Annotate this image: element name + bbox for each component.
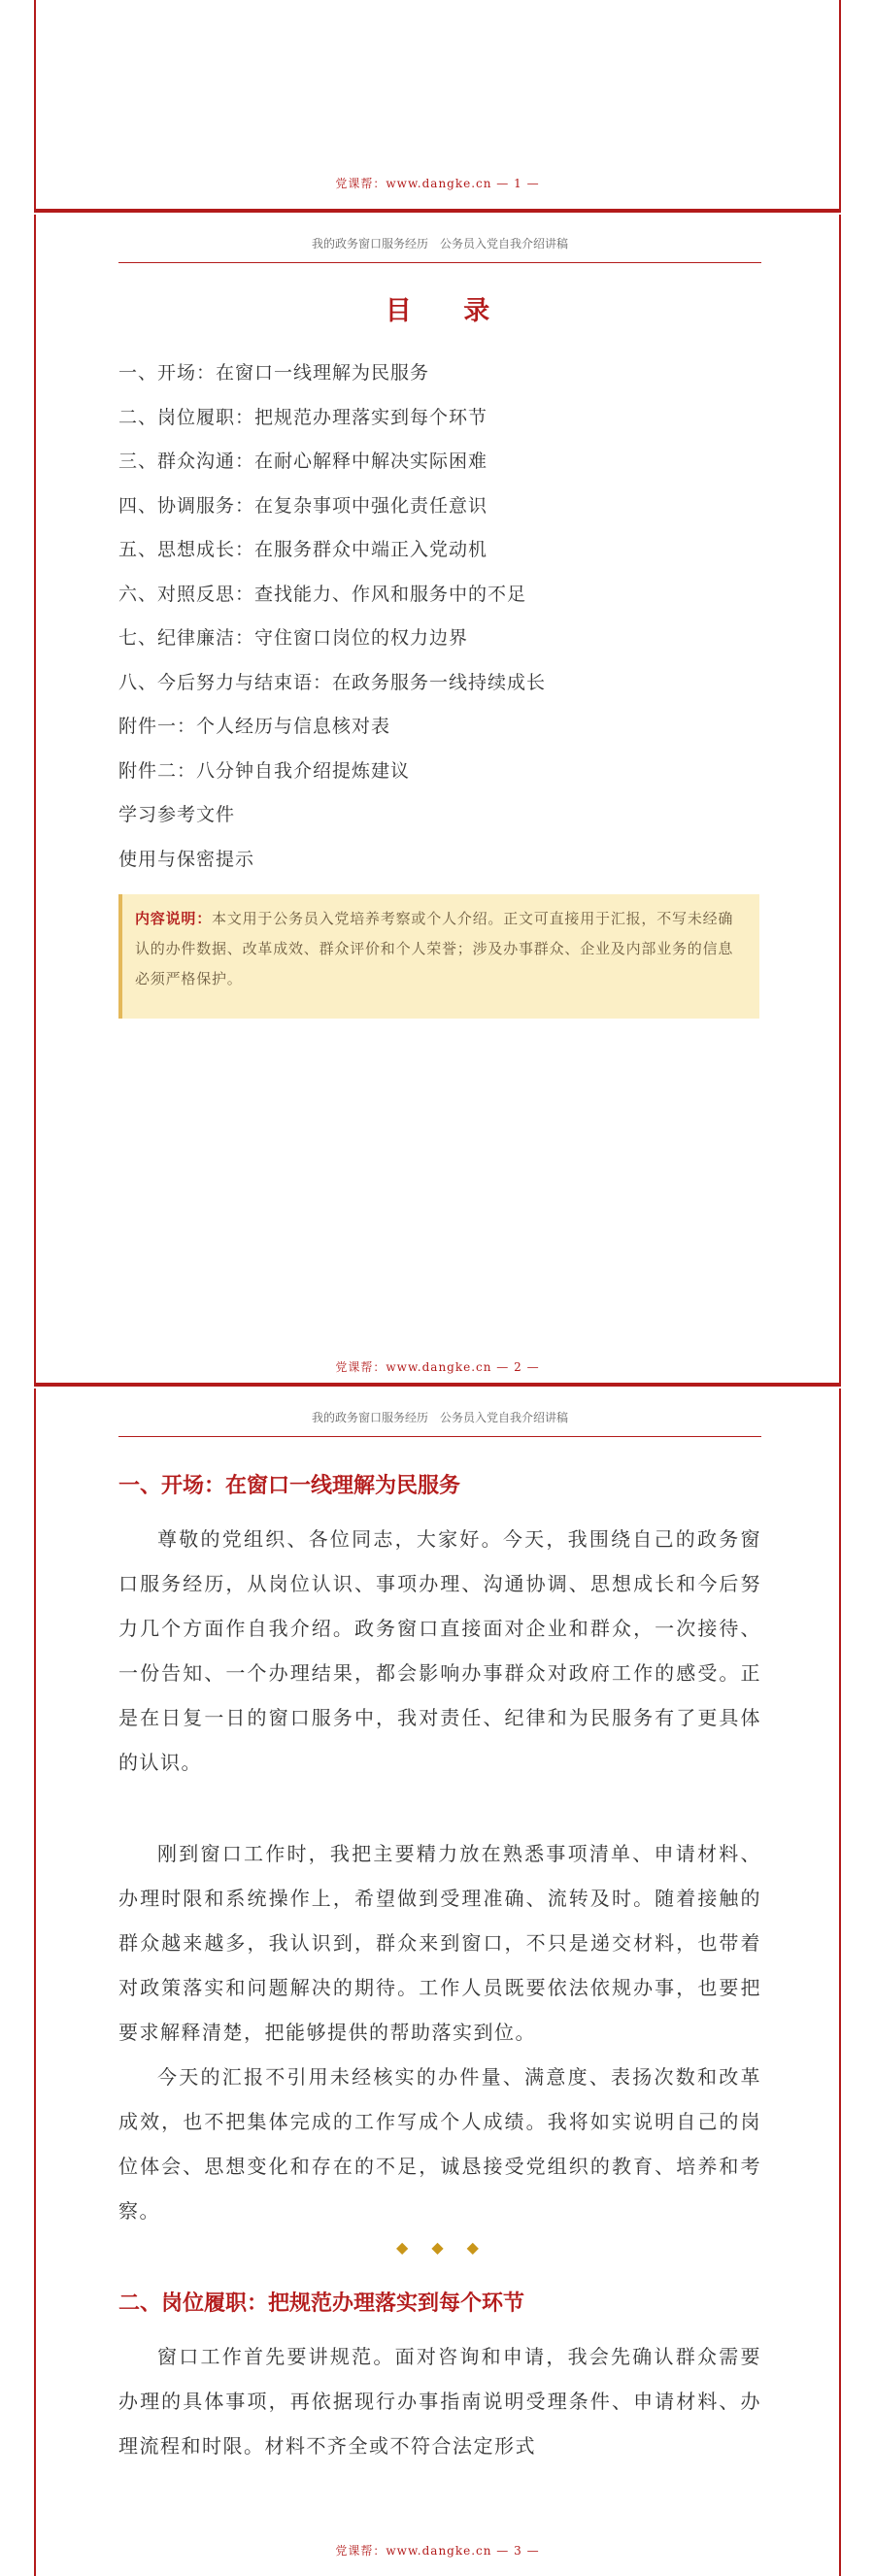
section-divider: ◆◆◆ [396, 2238, 502, 2257]
content-notice [118, 894, 759, 1019]
toc-item[interactable]: 六、对照反思：查找能力、作风和服务中的不足 [118, 583, 527, 605]
page-1 [34, 0, 841, 211]
section-heading: 二、岗位履职：把规范办理落实到每个环节 [118, 2292, 525, 2316]
toc-item[interactable]: 四、协调服务：在复杂事项中强化责任意识 [118, 494, 488, 517]
toc-item[interactable]: 五、思想成长：在服务群众中端正入党动机 [118, 539, 488, 560]
toc-item[interactable]: 二、岗位履职：把规范办理落实到每个环节 [118, 406, 488, 428]
toc-item[interactable]: 使用与保密提示 [118, 848, 255, 870]
toc-title: 目 录 [385, 296, 512, 326]
page-header: 我的政务窗口服务经历 公务员入党自我介绍讲稿 [118, 1409, 761, 1437]
toc-item[interactable]: 三、群众沟通：在耐心解释中解决实际困难 [118, 451, 488, 472]
notice-text: 本文用于公务员入党培养考察或个人介绍。正文可直接用于汇报，不写未经确认的办件数据、改革成效、群众评价和个人荣誉；涉及办事群众、企业及内部业务的信息必须严格保护。 [135, 910, 734, 987]
page-footer: 党课帮：www.dangke.cn — 3 — [335, 2544, 540, 2558]
toc-list [118, 358, 761, 888]
page-header: 我的政务窗口服务经历 公务员入党自我介绍讲稿 [118, 235, 761, 263]
toc-item[interactable]: 附件二：八分钟自我介绍提炼建议 [118, 759, 411, 782]
toc-item[interactable]: 一、开场：在窗口一线理解为民服务 [118, 362, 430, 384]
toc-item[interactable]: 八、今后努力与结束语：在政务服务一线持续成长 [118, 671, 547, 693]
body-paragraph: 今天的汇报不引用未经核实的办件量、满意度、表扬次数和改革成效，也不把集体完成的工作写成个人成绩。我将如实说明自己的岗位体会、思想变化和存在的不足，诚恳接受党组织的教育、培养和考察。 [118, 2065, 761, 2223]
notice-label: 内容说明： [135, 910, 213, 927]
page-separator [34, 1383, 841, 1387]
toc-item[interactable]: 学习参考文件 [118, 804, 236, 825]
page-2 [34, 215, 841, 1385]
page-separator [34, 209, 841, 213]
page-3 [34, 1388, 841, 2576]
body-paragraph: 尊敬的党组织、各位同志，大家好。今天，我围绕自己的政务窗口服务经历，从岗位认识、事项办理、沟通协调、思想成长和今后努力几个方面作自我介绍。政务窗口直接面对企业和群众，一次接待、一份告知、一个办理结果，都会影响办事群众对政府工作的感受。正是在日复一日的窗口服务中，我对责任、纪律和为民服务有了更具体的认识。 [118, 1527, 761, 1774]
page-footer: 党课帮：www.dangke.cn — 1 — [335, 177, 540, 190]
page-footer: 党课帮：www.dangke.cn — 2 — [335, 1360, 540, 1374]
body-paragraph: 窗口工作首先要讲规范。面对咨询和申请，我会先确认群众需要办理的具体事项，再依据现行办事指南说明受理条件、申请材料、办理流程和时限。材料不齐全或不符合法定形式 [118, 2345, 761, 2458]
toc-item[interactable]: 七、纪律廉洁：守住窗口岗位的权力边界 [118, 627, 469, 649]
toc-item[interactable]: 附件一：个人经历与信息核对表 [118, 716, 391, 737]
body-paragraph: 刚到窗口工作时，我把主要精力放在熟悉事项清单、申请材料、办理时限和系统操作上，希望做到受理准确、流转及时。随着接触的群众越来越多，我认识到，群众来到窗口，不只是递交材料，也带着对政策落实和问题解决的期待。工作人员既要依法依规办事，也要把要求解释清楚，把能够提供的帮助落实到位。 [118, 1842, 761, 2044]
section-heading: 一、开场：在窗口一线理解为民服务 [118, 1474, 461, 1498]
